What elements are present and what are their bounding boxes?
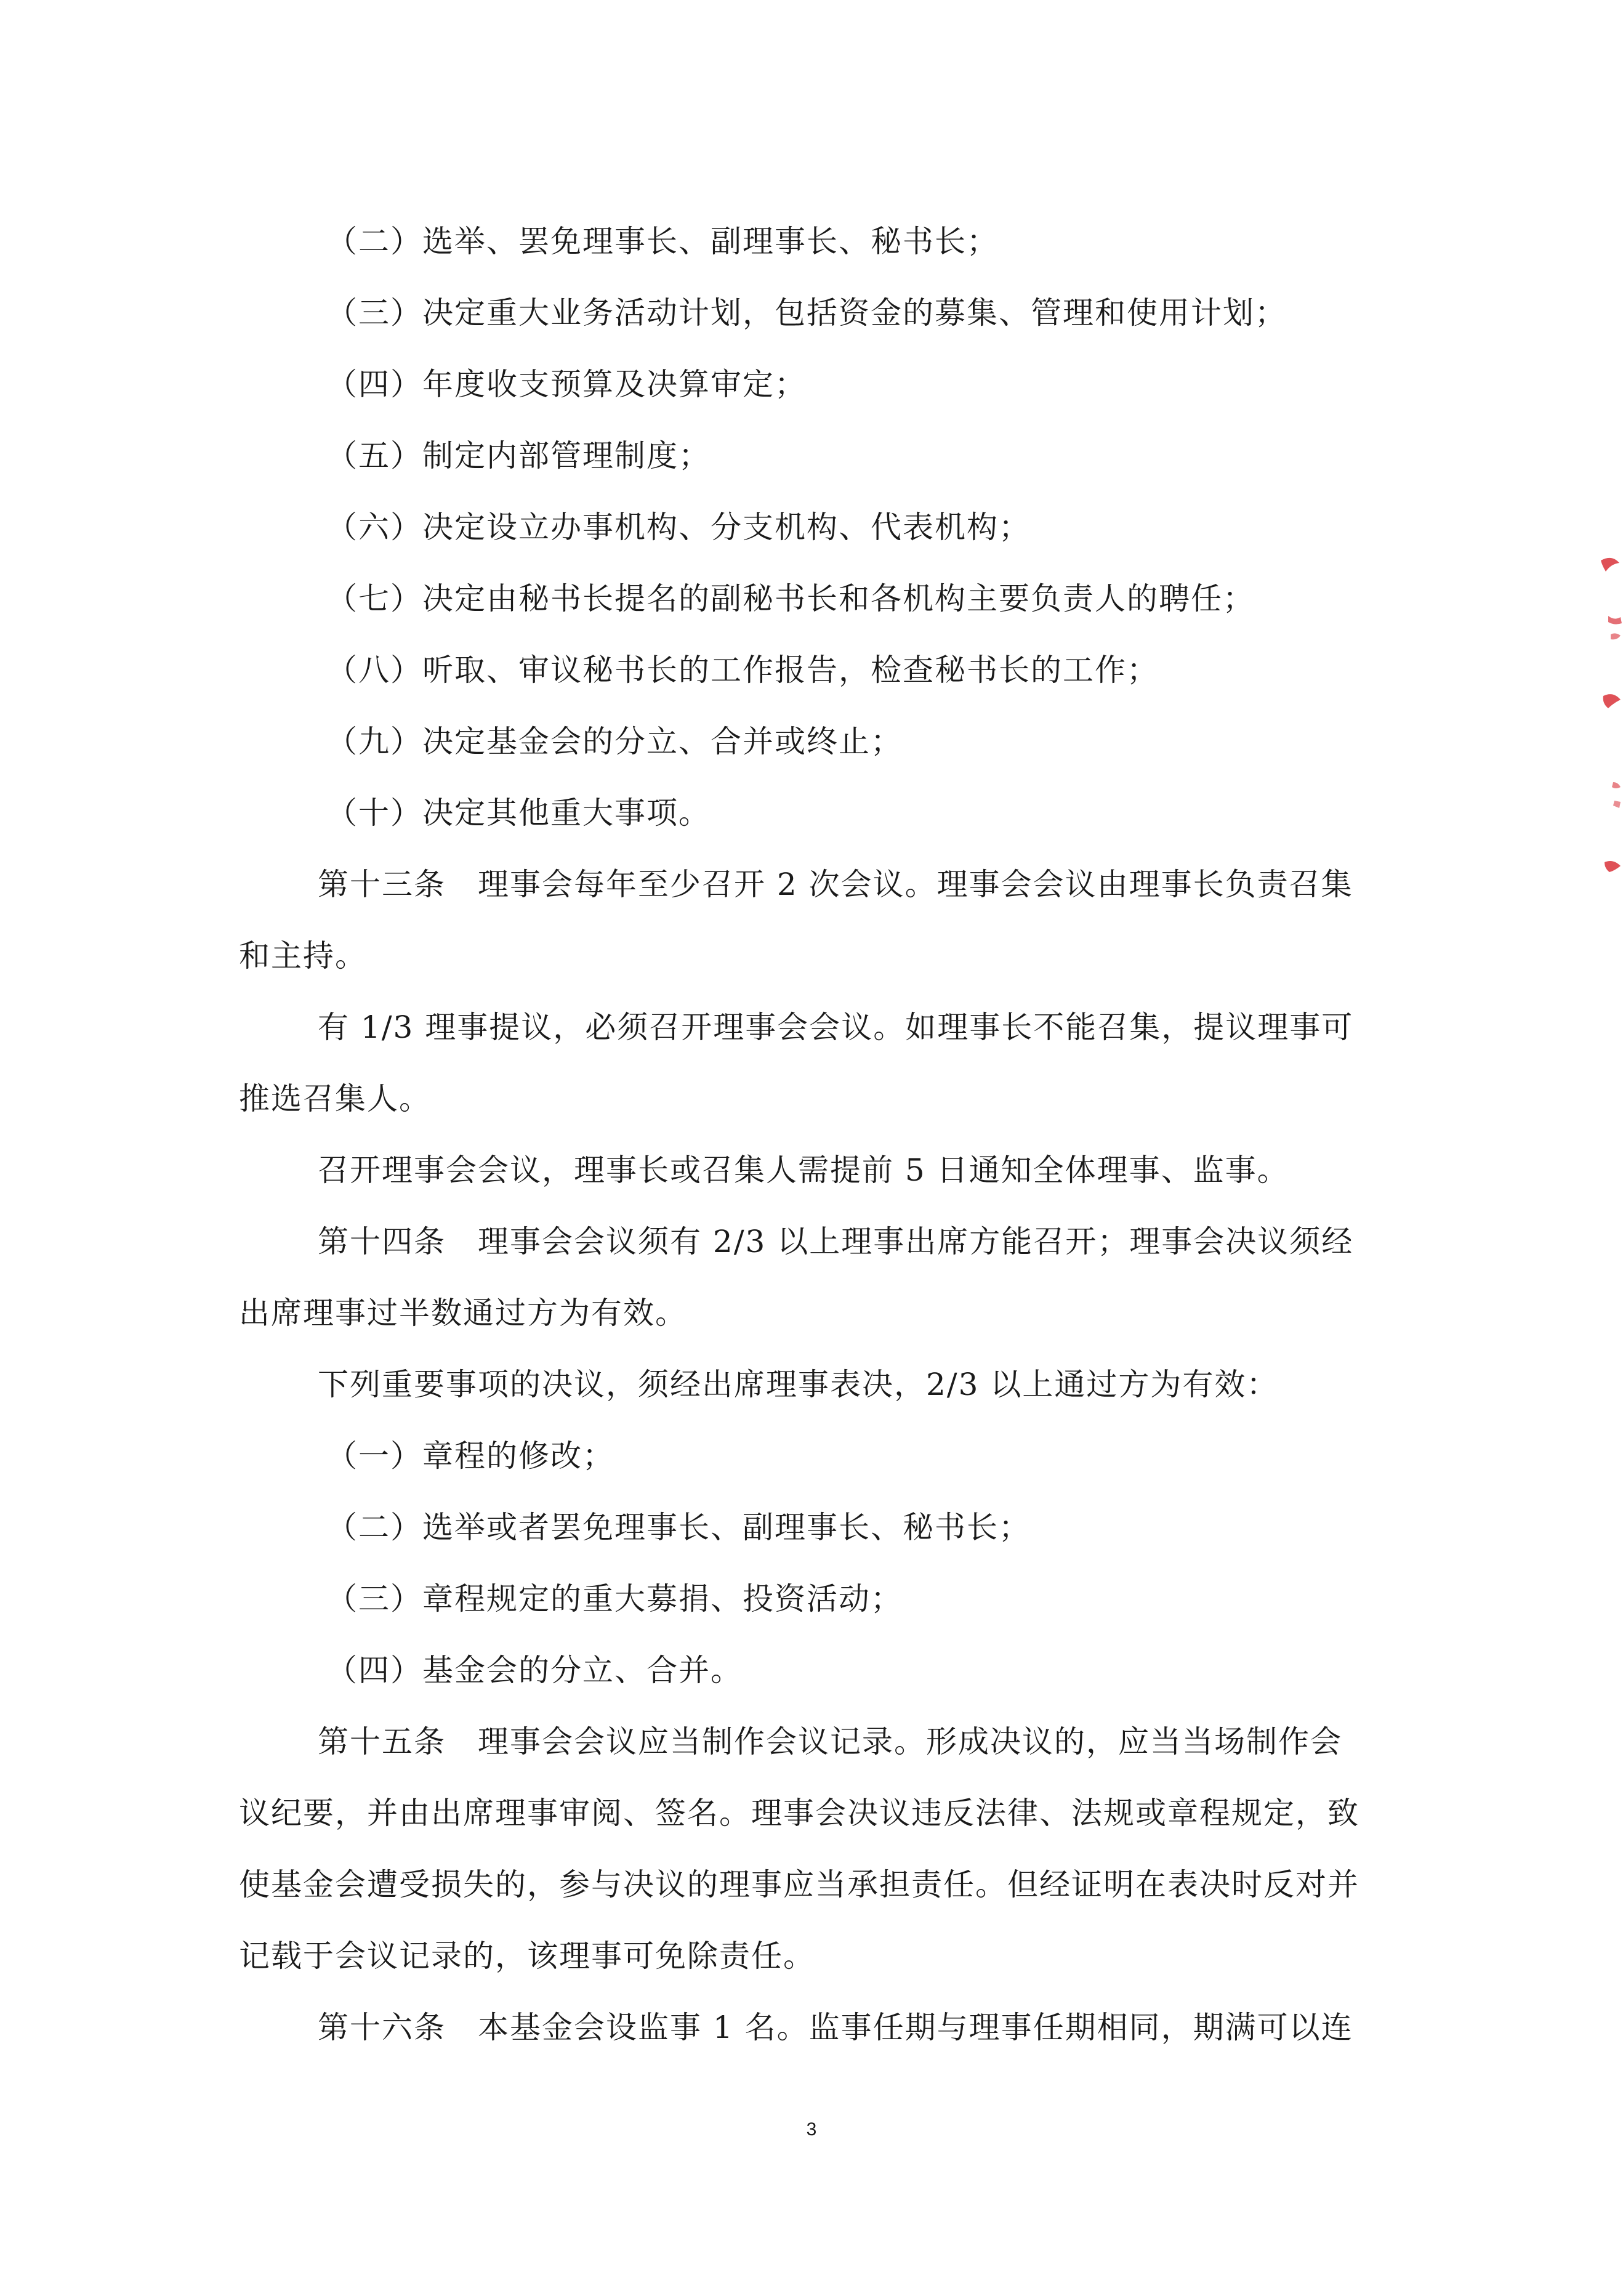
text-line: 议纪要，并由出席理事审阅、签名。理事会决议违反法律、法规或章程规定，致 [239, 1795, 1359, 1831]
page-number: 3 [806, 2119, 817, 2140]
text-line: 召开理事会会议，理事长或召集人需提前 5 日通知全体理事、监事。 [318, 1152, 1289, 1188]
text-line: 下列重要事项的决议，须经出席理事表决，2/3 以上通过方为有效： [318, 1367, 1279, 1402]
article-15-heading: 第十五条 理事会会议应当制作会议记录。形成决议的，应当当场制作会 [318, 1724, 1342, 1760]
seal-fragment [1611, 633, 1621, 639]
text-line: 出席理事过半数通过方为有效。 [239, 1295, 687, 1331]
text-line: （四）基金会的分立、合并。 [326, 1652, 743, 1688]
text-line: 有 1/3 理事提议，必须召开理事会会议。如理事长不能召集，提议理事可 [318, 1009, 1354, 1045]
text-line: 推选召集人。 [239, 1081, 431, 1117]
text-line: （七）决定由秘书长提名的副秘书长和各机构主要负责人的聘任； [326, 581, 1255, 616]
text-line: （四）年度收支预算及决算审定； [326, 366, 807, 402]
text-line: （八）听取、审议秘书长的工作报告，检查秘书长的工作； [326, 652, 1159, 688]
text-line: （一）章程的修改； [326, 1438, 614, 1474]
article-14-heading: 第十四条 理事会会议须有 2/3 以上理事出席方能召开；理事会决议须经 [318, 1224, 1354, 1259]
text-line: 使基金会遭受损失的，参与决议的理事应当承担责任。但经证明在表决时反对并 [239, 1867, 1359, 1902]
text-line: （五）制定内部管理制度； [326, 438, 711, 474]
seal-stamp-edge [1576, 542, 1623, 887]
text-line: （二）选举、罢免理事长、副理事长、秘书长； [326, 224, 999, 259]
text-line: （九）决定基金会的分立、合并或终止； [326, 724, 903, 759]
text-line: （六）决定设立办事机构、分支机构、代表机构； [326, 509, 1031, 545]
text-line: 记载于会议记录的，该理事可免除责任。 [239, 1938, 815, 1974]
text-line: （十）决定其他重大事项。 [326, 795, 711, 831]
text-line: 和主持。 [239, 938, 367, 974]
seal-fragment [1608, 616, 1622, 625]
seal-fragment [1605, 861, 1621, 872]
text-line: （三）决定重大业务活动计划，包括资金的募集、管理和使用计划； [326, 295, 1287, 331]
article-16-heading: 第十六条 本基金会设监事 1 名。监事任期与理事任期相同，期满可以连 [318, 2010, 1353, 2045]
text-line: （二）选举或者罢免理事长、副理事长、秘书长； [326, 1510, 1031, 1545]
article-13-heading: 第十三条 理事会每年至少召开 2 次会议。理事会会议由理事长负责召集 [318, 867, 1353, 902]
seal-fragment [1603, 694, 1621, 708]
seal-fragment [1613, 801, 1621, 808]
text-line: （三）章程规定的重大募捐、投资活动； [326, 1581, 903, 1617]
seal-fragment [1601, 558, 1619, 572]
seal-fragment [1612, 782, 1621, 788]
